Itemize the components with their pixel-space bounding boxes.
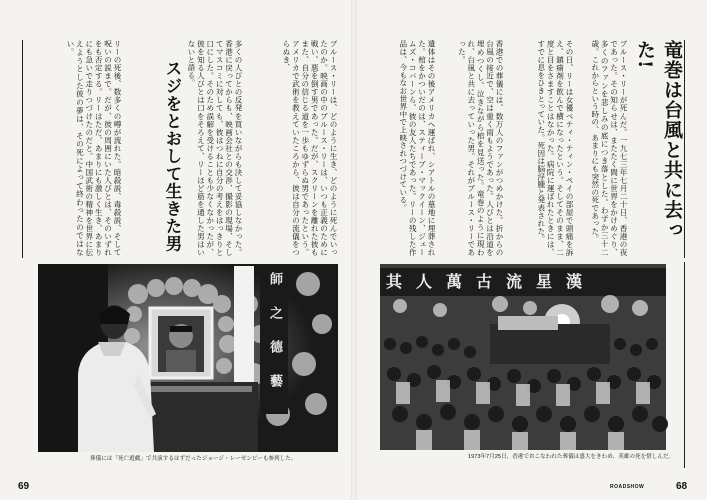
left-text-column-3: ブルース・リーは、どのように生き、どのように死んでいったのか。映画の中のブルース・リーは、いつも正義のために戦い、悪を倒す男であった。だが、スクリーンを離れた彼もまた、自分の信じる道を一歩もゆずらぬ男であったという。アメリカで武術を教えていたころから、彼は自分の流儀をつらぬき、 xyxy=(281,40,338,256)
right-text-column-3: 香港での葬儀には、数万人のファンがつめかけた。折からの台風の接近で、空は重く雨もようであった。人びとは沿道を埋めつくし、泣きながら棺を見送った。竜巻のように現われ、台風と共に去っていった男。それがブルース・リーであった。 xyxy=(457,40,504,256)
left-page-number: 69 xyxy=(18,481,30,492)
funeral-scene-left xyxy=(38,264,338,452)
right-margin-rule-lower xyxy=(684,262,685,468)
left-text-column-2: 多くの人びとの反発を買いながらも決して妥協しなかった。香港に戻ってからも、映画会社との交渉、撮影の現場、そしてマスコミに対しても、彼はつねに自分の考えをはっきりと口にした。そのため誤解を受けることも少なくなかったが、彼を知る人びとは口をそろえて、リーほど筋を通した男はいないと語る。 xyxy=(186,40,243,256)
left-text-column-1: リーの死後、数多くの噂が流れた。暗殺説、毒殺説、そして呪いの説まで。だが、彼の周囲にいた人びとは、そのいずれをも否定する。リーはただ、あまりにも激しく生き、あまりにも急いで走りつづけたのだと。中国武術の精神を世界に伝えようとした彼の夢は、その死によって終わったのではない。 xyxy=(65,40,122,256)
right-text-column-2: その日、リーは女優ベティ・ティン・ペイの部屋で頭痛を訴え、鎮痛剤を飲んで横になったという。そしてそのまま、二度と目をさますことはなかった。病院に運ばれたときには、すでに息をひきとっていた。死因は脳浮腫と発表された。 xyxy=(536,40,574,256)
right-page-number: 68 xyxy=(676,481,688,492)
page-gutter xyxy=(351,0,357,500)
left-margin-rule xyxy=(22,40,23,258)
right-banner-text: 其人萬古流星漢 xyxy=(386,272,597,291)
magazine-logo: ROADSHOW xyxy=(610,484,645,490)
right-text-column-1: ブルース・リーが死んだ。一九七三年七月二十日、香港の夜であった。その知らせは、またたく間に世界をかけめぐり、多くのファンを悲しみの底につき落とした。わずか三十二歳。これからという時の、あまりにも突然の死であった。 xyxy=(590,40,628,256)
right-headline: 竜巻は台風と共に去った! xyxy=(634,40,683,240)
funeral-photo-right xyxy=(380,264,666,450)
funeral-photo-left xyxy=(38,264,338,452)
right-photo-caption: 1973年7月25日、香港でおこなわれた葬儀は盛大をきわめ、英雄の死を惜しんだ。 xyxy=(468,454,675,460)
left-photo-caption: 葬儀には「死亡遊戯」で共演するはずだったジョージ・レーゼンビーも参列した。 xyxy=(90,456,297,462)
left-headline: スジをとおして生きた男 xyxy=(163,60,182,253)
left-banner-text: 師 之 德 藝 xyxy=(267,272,282,391)
right-text-column-4: 遺体はその後アメリカへ運ばれ、シアトルの墓地に埋葬された。棺をかついだのは、スティーブ・マックイーン、ジェームズ・コバーンら、彼の友人たちであった。リーの残した作品は、今もなお世界中で上映されつづけている。 xyxy=(398,40,436,256)
